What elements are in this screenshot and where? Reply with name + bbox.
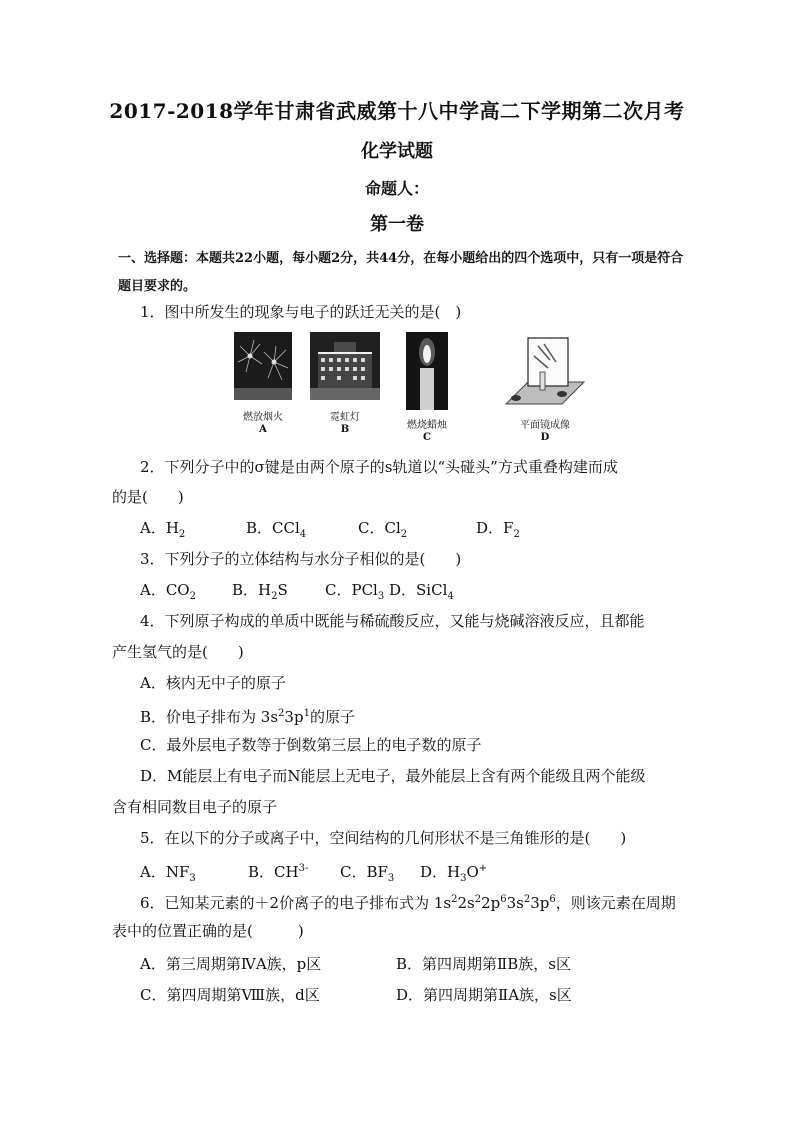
q1-stem: 1．图中所发生的现象与电子的跃迁无关的是( ) <box>140 303 462 321</box>
q5-option-b[interactable]: B．$CH^{3-}$ <box>248 863 309 881</box>
q5-option-a[interactable]: A．$NF_3$ <box>140 863 196 884</box>
q5-stem: 5．在以下的分子或离子中，空间结构的几何形状不是三角锥形的是( ) <box>140 829 627 847</box>
q6-stem: 6．已知某元素的＋2价离子的电子排布式为 $1s^22s^22p^63s^23p^6$，则该元素在周期 <box>140 894 676 912</box>
fireworks-image <box>234 332 292 400</box>
q6-options-row2 <box>140 985 572 1005</box>
q4-stem: 4．下列原子构成的单质中既能与稀硫酸反应，又能与烧碱溶液反应，且都能 <box>140 612 645 630</box>
q6-option-c[interactable]: C．第四周期第Ⅷ族，d区 <box>140 986 320 1004</box>
neon-light-image <box>310 332 380 400</box>
q3-stem: 3．下列分子的立体结构与水分子相似的是( ) <box>140 550 462 568</box>
volume-heading: 第一卷 <box>370 214 424 235</box>
figure-caption-a: 燃放烟火 A <box>243 412 283 435</box>
q2-option-c[interactable]: C．$Cl_2$ <box>358 519 408 540</box>
q3-option-b[interactable]: B．$H_2S$ <box>232 581 288 602</box>
q4-stem-cont: 产生氢气的是( ) <box>112 643 244 661</box>
figure-caption-c: 燃烧蜡烛 C <box>407 420 447 443</box>
candle-image <box>406 332 448 410</box>
exam-title: 2017-2018学年甘肃省武威第十八中学高二下学期第二次月考 <box>109 99 685 123</box>
q2-stem: 2．下列分子中的σ键是由两个原子的s轨道以“头碰头”方式重叠构建而成 <box>140 458 618 476</box>
q4-option-d-cont: 含有相同数目电子的原子 <box>112 798 278 816</box>
q2-stem-cont: 的是( ) <box>112 488 184 506</box>
q6-option-d[interactable]: D．第四周期第ⅡA族，s区 <box>396 986 572 1004</box>
q5-option-c[interactable]: C．$BF_3$ <box>340 863 395 884</box>
q3-options <box>140 580 454 607</box>
q4-option-b[interactable]: B．价电子排布为 $3s^23p^1$的原子 <box>140 708 355 726</box>
mirror-image <box>504 332 586 412</box>
q6-stem-cont: 表中的位置正确的是( ) <box>112 922 304 940</box>
figure-caption-b: 霓虹灯 B <box>330 412 360 435</box>
q4-option-d[interactable]: D．M能层上有电子而N能层上无电子，最外能层上含有两个能级且两个能级 <box>140 767 646 785</box>
q6-options-row1 <box>140 954 571 974</box>
q1-figures <box>228 332 588 444</box>
q5-options <box>140 859 487 889</box>
q3-option-a[interactable]: A．$CO_2$ <box>140 581 196 602</box>
q2-option-b[interactable]: B．CCl$_4$ <box>246 519 307 540</box>
q2-option-d[interactable]: D．$F_2$ <box>476 519 520 540</box>
q4-option-c[interactable]: C．最外层电子数等于倒数第三层上的电子数的原子 <box>140 736 482 754</box>
figure-caption-d: 平面镜成像 D <box>520 420 570 443</box>
q4-option-a[interactable]: A．核内无中子的原子 <box>140 674 286 692</box>
q6-option-b[interactable]: B．第四周期第ⅡB族，s区 <box>396 955 571 973</box>
exam-subtitle: 化学试题 <box>361 141 433 162</box>
q3-option-d[interactable]: D．SiCl$_4$ <box>389 581 454 602</box>
author-line: 命题人： <box>364 179 429 198</box>
q3-option-c[interactable]: C．PCl$_3$ <box>325 581 385 602</box>
q6-option-a[interactable]: A．第三周期第ⅣA族，p区 <box>140 955 322 973</box>
q2-option-a[interactable]: A．$H_2$ <box>140 519 186 540</box>
section-heading: 一、选择题：本题共22小题，每小题2分，共44分，在每小题给出的四个选项中，只有一项是符合题目要求的。 <box>118 251 684 294</box>
q2-options <box>140 518 520 545</box>
q5-option-d[interactable]: D．$H_3O^+$ <box>420 863 488 884</box>
